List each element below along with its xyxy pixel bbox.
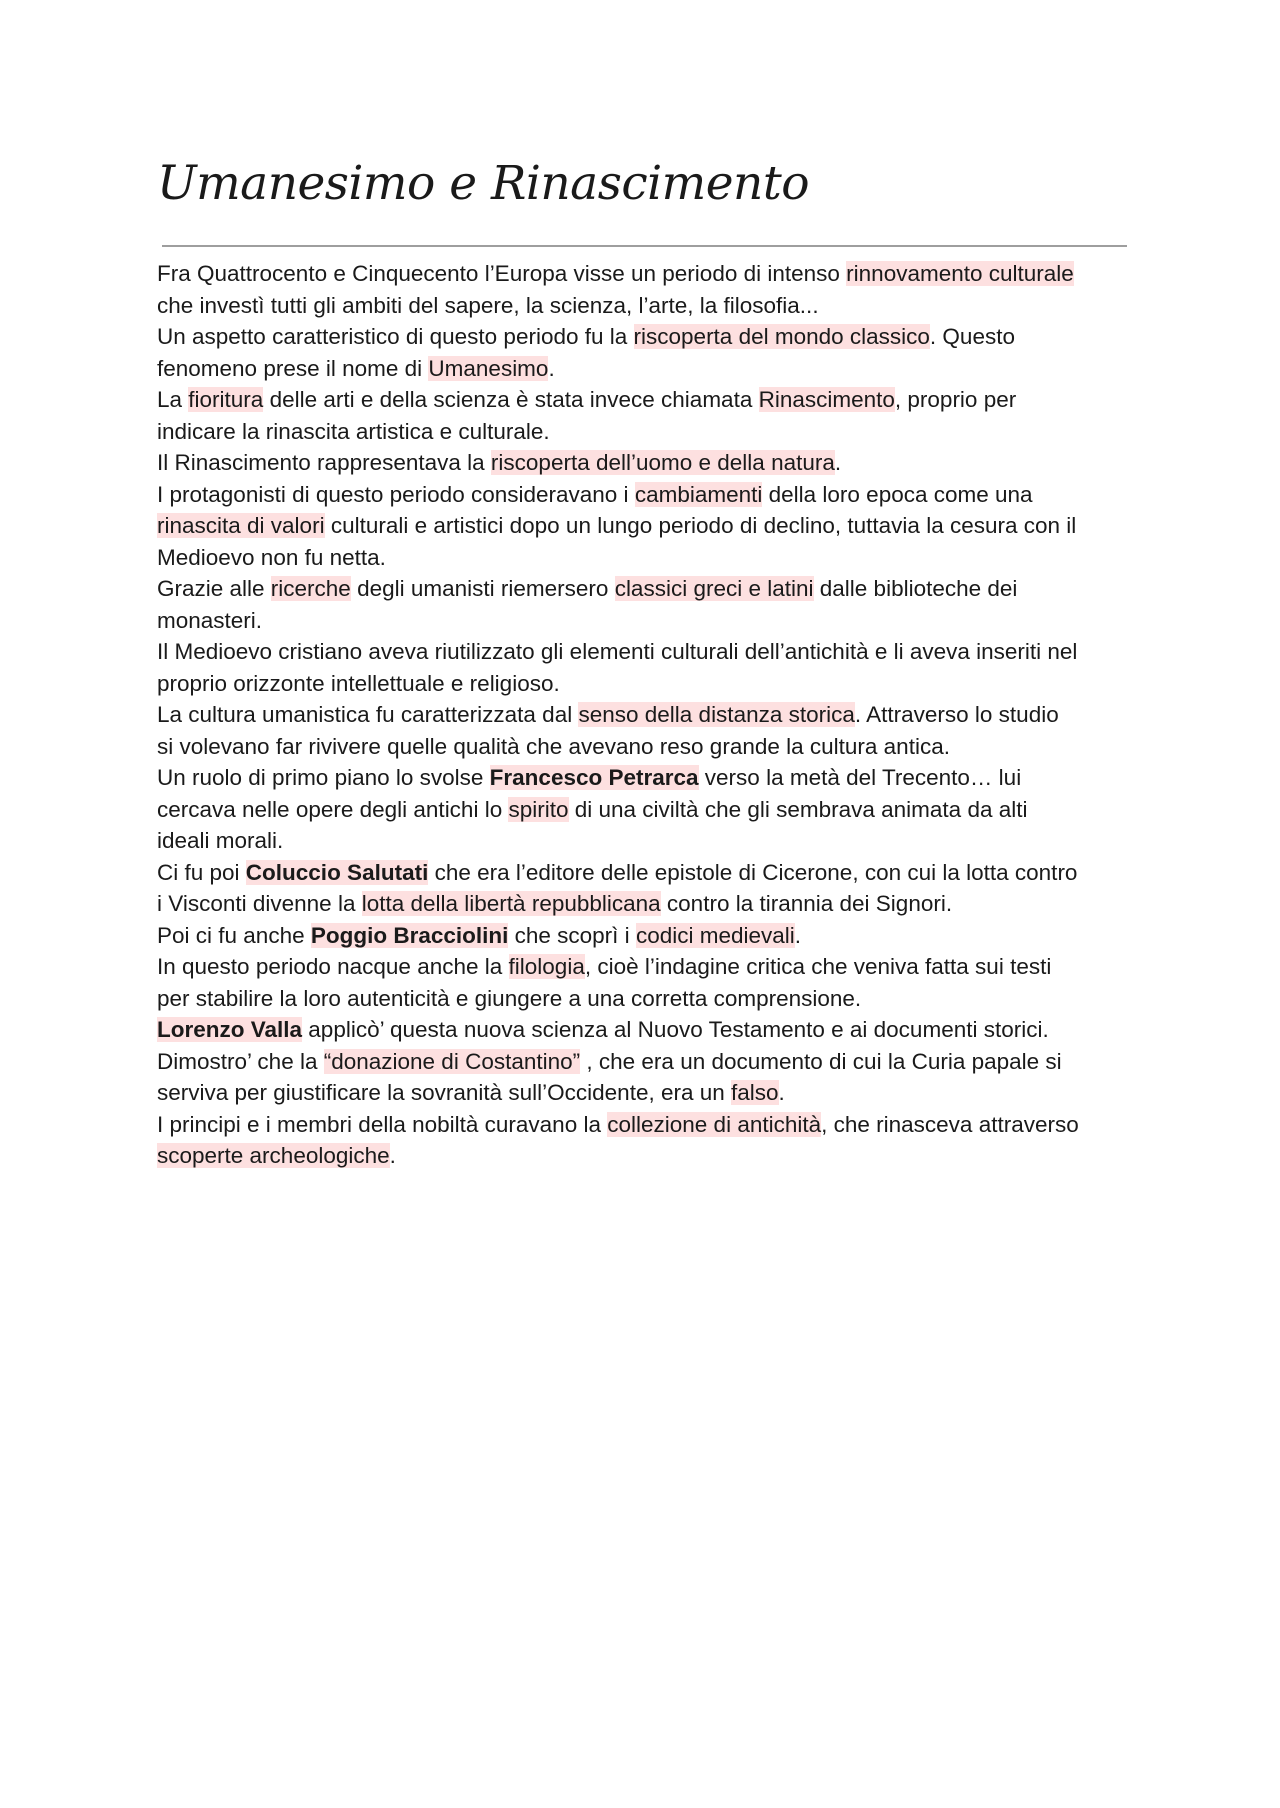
text-line <box>157 290 1137 322</box>
text-segment: dalle biblioteche dei <box>813 576 1018 601</box>
text-segment: . <box>389 1143 396 1168</box>
text-segment: contro la tirannia dei Signori. <box>660 891 953 916</box>
text-line <box>157 1077 1137 1109</box>
text-segment: per stabilire la loro autenticità e giungere a una corretta comprensione. <box>157 985 862 1011</box>
text-segment: della loro epoca come una <box>762 481 1033 507</box>
text-segment: indicare la rinascita artistica e culturale. <box>157 418 550 444</box>
document-body <box>157 258 1137 1172</box>
text-segment: Un ruolo di primo piano lo svolse <box>157 765 490 790</box>
highlighted-term: spirito <box>508 796 569 822</box>
highlighted-term: collezione di antichità <box>607 1111 822 1137</box>
highlighted-term: scoperte archeologiche <box>157 1143 390 1168</box>
highlighted-term: filologia <box>508 954 585 979</box>
text-line <box>157 605 1137 637</box>
highlighted-name: Francesco Petrarca <box>489 765 699 790</box>
text-line <box>157 888 1137 920</box>
text-line <box>157 825 1137 857</box>
text-line <box>157 668 1137 700</box>
text-line <box>157 479 1137 511</box>
text-segment: di una civiltà che gli sembrava animata da alti <box>568 796 1028 822</box>
highlighted-term: fioritura <box>188 387 264 412</box>
text-line <box>157 416 1137 448</box>
text-segment: si volevano far rivivere quelle qualità che avevano reso grande la cultura antica. <box>157 733 950 759</box>
text-segment: Grazie alle <box>157 576 271 601</box>
text-segment: che scoprì i <box>508 922 636 948</box>
text-line <box>157 1046 1137 1078</box>
text-segment: I protagonisti di questo periodo consideravano i <box>157 481 635 507</box>
highlighted-term: rinascita di valori <box>157 513 325 538</box>
text-line <box>157 699 1137 731</box>
text-segment: , che era un documento di cui la Curia papale si <box>580 1048 1062 1074</box>
text-line <box>157 1109 1137 1141</box>
text-line <box>157 920 1137 952</box>
highlighted-term: falso <box>731 1080 779 1105</box>
text-line <box>157 794 1137 826</box>
text-line <box>157 762 1137 794</box>
text-line <box>157 353 1137 385</box>
text-segment: culturali e artistici dopo un lungo periodo di declino, tuttavia la cesura con il <box>324 513 1077 538</box>
text-segment: cercava nelle opere degli antichi lo <box>157 796 509 822</box>
text-segment: . <box>548 355 555 381</box>
title-divider <box>162 245 1127 247</box>
highlighted-term: ricerche <box>270 576 351 601</box>
text-segment: fenomeno prese il nome di <box>157 355 429 381</box>
text-segment: ideali morali. <box>157 828 284 853</box>
text-line <box>157 573 1137 605</box>
text-line <box>157 857 1137 889</box>
highlighted-name: Coluccio Salutati <box>245 859 429 885</box>
highlighted-term: Rinascimento <box>758 387 895 412</box>
text-segment: degli umanisti riemersero <box>350 576 615 601</box>
text-segment: applicò’ questa nuova scienza al Nuovo Testamento e ai documenti storici. <box>302 1017 1049 1042</box>
text-segment: I principi e i membri della nobiltà curavano la <box>157 1111 608 1137</box>
text-segment: verso la metà del Trecento… lui <box>698 765 1022 790</box>
highlighted-term: “donazione di Costantino” <box>323 1048 581 1074</box>
highlighted-name: Poggio Bracciolini <box>310 922 509 948</box>
text-segment: Dimostro’ che la <box>157 1048 324 1074</box>
text-segment: Il Rinascimento rappresentava la <box>157 450 491 475</box>
text-line <box>157 731 1137 763</box>
text-line <box>157 1140 1137 1172</box>
text-segment: . Attraverso lo studio <box>854 702 1059 727</box>
text-segment: che era l’editore delle epistole di Cicerone, con cui la lotta contro <box>428 859 1078 885</box>
text-segment: Il Medioevo cristiano aveva riutilizzato gli elementi culturali dell’antichità e li aveva inseriti nel <box>157 639 1078 664</box>
text-line <box>157 983 1137 1015</box>
text-segment: i Visconti divenne la <box>157 891 362 916</box>
text-segment: . <box>778 1080 785 1105</box>
highlighted-term: lotta della libertà repubblicana <box>361 891 661 916</box>
text-segment: . Questo <box>929 324 1015 349</box>
text-line <box>157 321 1137 353</box>
text-segment: La <box>157 387 189 412</box>
text-segment: , che rinasceva attraverso <box>821 1111 1079 1137</box>
text-segment: Medioevo non fu netta. <box>157 544 386 570</box>
text-segment: proprio orizzonte intellettuale e religioso. <box>157 670 560 696</box>
highlighted-name: Lorenzo Valla <box>157 1017 303 1042</box>
highlighted-term: riscoperta del mondo classico <box>633 324 930 349</box>
text-segment: monasteri. <box>157 607 263 633</box>
text-segment: serviva per giustificare la sovranità sull’Occidente, era un <box>157 1080 732 1105</box>
text-line <box>157 1014 1137 1046</box>
page-title: Umanesimo e Rinascimento <box>157 156 810 211</box>
text-segment: , proprio per <box>894 387 1017 412</box>
text-line <box>157 258 1137 290</box>
text-segment: che investì tutti gli ambiti del sapere, la scienza, l’arte, la filosofia... <box>157 292 819 318</box>
text-line <box>157 636 1137 668</box>
text-segment: La cultura umanistica fu caratterizzata dal <box>157 702 579 727</box>
text-segment: Un aspetto caratteristico di questo periodo fu la <box>157 324 634 349</box>
text-segment: Ci fu poi <box>157 859 246 885</box>
text-line <box>157 384 1137 416</box>
text-segment: In questo periodo nacque anche la <box>157 954 509 979</box>
highlighted-term: codici medievali <box>635 922 795 948</box>
text-segment: . <box>834 450 842 475</box>
text-line <box>157 510 1137 542</box>
highlighted-term: senso della distanza storica <box>578 702 855 727</box>
highlighted-term: rinnovamento culturale <box>846 261 1074 286</box>
highlighted-term: Umanesimo <box>428 355 549 381</box>
text-segment: delle arti e della scienza è stata invece chiamata <box>263 387 759 412</box>
text-segment: Poi ci fu anche <box>157 922 311 948</box>
text-line <box>157 542 1137 574</box>
text-line <box>157 951 1137 983</box>
highlighted-term: riscoperta dell’uomo e della natura <box>490 450 835 475</box>
text-line <box>157 447 1137 479</box>
text-segment: , cioè l’indagine critica che veniva fatta sui testi <box>584 954 1052 979</box>
highlighted-term: cambiamenti <box>634 481 763 507</box>
highlighted-term: classici greci e latini <box>614 576 814 601</box>
text-segment: . <box>794 922 802 948</box>
text-segment: Fra Quattrocento e Cinquecento l’Europa visse un periodo di intenso <box>157 261 847 286</box>
